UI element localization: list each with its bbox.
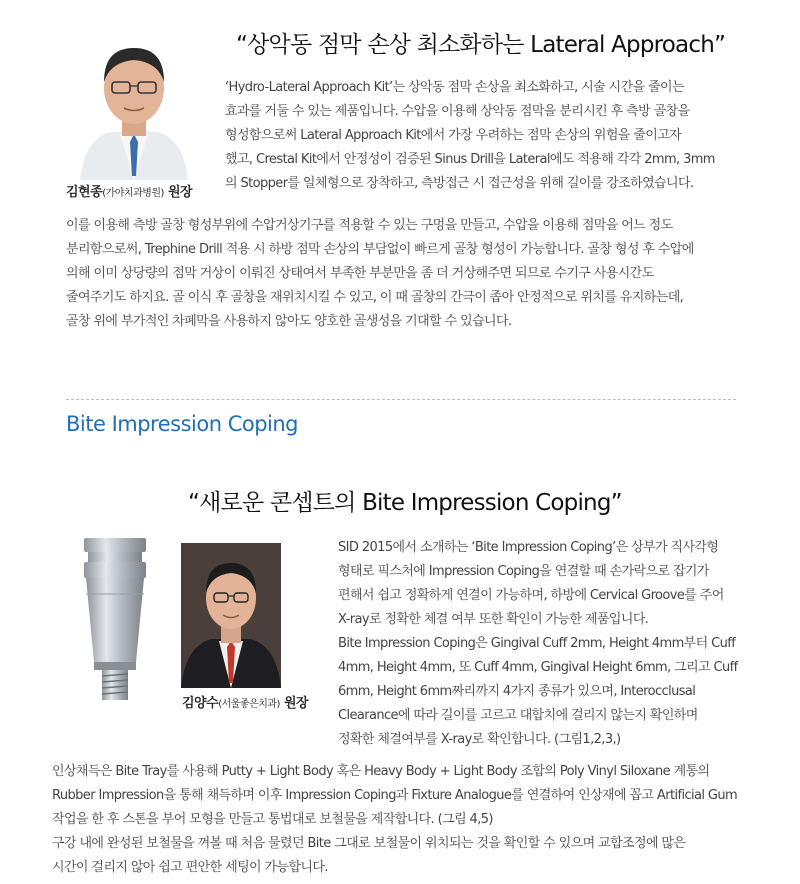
article2-body (52, 760, 792, 880)
article2-intro-line: 편해서 쉽고 정확하게 연결이 가능하며, 하방에 Cervical Groove를 주어 (338, 588, 724, 603)
article2-body-line: 인상채득은 Bite Tray를 사용해 Putty + Light Body 혹은 Heavy Body + Light Body 조합의 Poly Vinyl Siloxane 계통의 (52, 764, 710, 779)
section-heading: Bite Impression Coping (66, 412, 299, 436)
portrait-photo-doctor-2 (181, 543, 281, 688)
article1-body-line: 의해 이미 상당량의 점막 거상이 이뤄진 상태여서 부족한 부분만을 좀 더 거상해주면 되므로 수기구 사용시간도 (66, 266, 654, 281)
article1-intro-line: 효과를 거둘 수 있는 제품입니다. 수압을 이용해 상악동 점막을 분리시킨 후 측방 골창을 (225, 104, 690, 119)
article1-title: “상악동 점막 손상 최소화하는 Lateral Approach” (236, 32, 726, 58)
article2-title: “새로운 콘셉트의 Bite Impression Coping” (188, 490, 622, 516)
article2-body-line: 구강 내에 완성된 보철물을 껴볼 때 처음 물렸던 Bite 그대로 보철물이 위치되는 것을 확인할 수 있으며 교합조정에 많은 (52, 836, 686, 851)
article1-intro-line: ‘Hydro-Lateral Approach Kit’는 상악동 점막 손상을 최소화하고, 시술 시간을 줄이는 (225, 80, 684, 95)
section-divider (66, 399, 736, 400)
article1-body-line: 분리함으로써, Trephine Drill 적용 시 하방 점막 손상의 부담없이 빠르게 골창 형성이 가능합니다. 골창 형성 후 수압에 (66, 242, 694, 257)
article1-body-line: 이를 이용해 측방 골창 형성부위에 수압거상기구를 적용할 수 있는 구멍을 만들고, 수압을 이용해 점막을 어느 정도 (66, 218, 673, 233)
article1-body-line: 줄여주기도 하지요. 골 이식 후 골창을 재위치시킬 수 있고, 이 때 골창의 간극이 좁아 안정적으로 위치를 유지하는데, (66, 290, 684, 305)
article1-intro-line: 형성함으로써 Lateral Approach Kit에서 가장 우려하는 점막 손상의 위험을 줄이고자 (225, 128, 682, 143)
caption-name: 김현종 (66, 185, 103, 200)
article2-intro-line: 6mm, Height 6mm짜리까지 4가지 종류가 있으며, Interocclusal (338, 684, 696, 699)
portrait-2-caption (182, 692, 308, 711)
article1-intro-line: 했고, Crestal Kit에서 안정성이 검증된 Sinus Drill을 Lateral에도 적용해 각각 2mm, 3mm (225, 152, 715, 167)
article2-intro-line: 4mm, Height 4mm, 또 Cuff 4mm, Gingival Height 6mm, 그리고 Cuff (338, 660, 738, 675)
article2-intro-line: X-ray로 정확한 체결 여부 또한 확인이 가능한 제품입니다. (338, 612, 649, 627)
article1-body (66, 214, 786, 334)
caption-name: 김양수 (182, 696, 219, 711)
article2-intro-line: SID 2015에서 소개하는 ‘Bite Impression Coping’은 상부가 직사각형 (338, 540, 719, 555)
caption-role: 원장 (283, 696, 309, 711)
implant-coping-image (72, 534, 158, 704)
caption-affiliation: (서울좋은치과) (218, 699, 280, 710)
article2-intro-line: 형태로 픽스처에 Impression Coping을 연결할 때 손가락으로 잡기가 (338, 564, 709, 579)
caption-affiliation: (가야치과병원) (102, 188, 164, 199)
article2-intro (338, 536, 788, 752)
article1-intro-line: 의 Stopper를 일체형으로 장착하고, 측방접근 시 접근성을 위해 길이를 강조하였습니다. (225, 176, 694, 191)
portrait-photo-doctor-1 (70, 30, 198, 180)
article2-body-line: 작업을 한 후 스톤을 부어 모형을 만들고 통법대로 보철물을 제작합니다. (그림 4,5) (52, 812, 493, 827)
article2-body-line: Rubber Impression을 통해 채득하며 이후 Impression Coping과 Fixture Analogue를 연결하여 인상재에 꼽고 Artificial Gum (52, 788, 738, 803)
article1-intro (225, 76, 790, 196)
article2-intro-line: 정확한 체결여부를 X-ray로 확인합니다. (그림1,2,3,) (338, 732, 621, 747)
article1-body-line: 골창 위에 부가적인 차폐막을 사용하지 않아도 양호한 골생성을 기대할 수 있습니다. (66, 314, 512, 329)
article2-intro-line: Bite Impression Coping은 Gingival Cuff 2mm, Height 4mm부터 Cuff (338, 636, 736, 651)
portrait-1-caption (66, 181, 192, 200)
caption-role: 원장 (167, 185, 193, 200)
article2-body-line: 시간이 걸리지 않아 쉽고 편안한 세팅이 가능합니다. (52, 860, 328, 875)
article2-intro-line: Clearance에 따라 길이를 고르고 대합치에 걸리지 않는지 확인하며 (338, 708, 698, 723)
